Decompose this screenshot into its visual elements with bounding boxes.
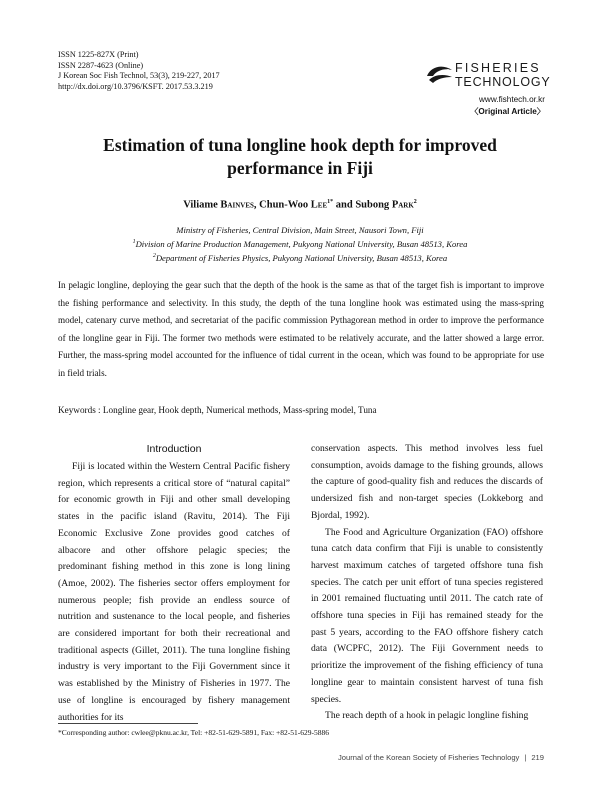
affiliation-2: [40, 253, 560, 263]
author-1-family: Bainves: [220, 199, 254, 211]
intro-left-column: [58, 441, 290, 726]
author-list: [60, 199, 540, 211]
affiliation-1: [40, 239, 560, 249]
affiliation-0-text: Ministry of Fisheries, Central Division, Main Street, Nausori Town, Fiji: [176, 225, 424, 235]
affiliation-2-text: Department of Fisheries Physics, Pukyong National University, Busan 48513, Korea: [155, 253, 448, 263]
journal-logo: [425, 58, 551, 116]
affiliation-2-sup: 2: [152, 253, 156, 260]
issn-online: ISSN 2287-4623 (Online): [58, 60, 144, 70]
footer-separator: |: [524, 753, 527, 762]
page-number: 219: [531, 753, 544, 762]
title-line2: performance in Fiji: [227, 158, 373, 178]
author-3-given: Subong: [355, 199, 392, 211]
corresponding-author-footnote: *Corresponding author: cwlee@pknu.ac.kr, Tel: +82-51-629-5891, Fax: +82-51-629-5886: [58, 728, 330, 737]
logo-line1: FISHERIES: [455, 61, 541, 75]
author-3-sup: 2: [413, 199, 417, 205]
affiliation-0: [40, 225, 560, 235]
title-line1: Estimation of tuna longline hook depth for improved: [103, 135, 497, 155]
author-1-given: Viliame: [183, 199, 221, 211]
intro-paragraph-1-continued: conservation aspects. This method involves less fuel consumption, avoids damage to the fishing grounds, allows the capture of good-quality fish and reduces the discards of undersized fish and non-target species (Lokkeborg and Bjordal, 1992).: [311, 443, 543, 521]
footnote-divider: [58, 723, 198, 724]
author-3-family: Park: [391, 199, 414, 211]
intro-paragraph-3: The reach depth of a hook in pelagic longline fishing: [325, 710, 529, 722]
abstract: In pelagic longline, deploying the gear such that the depth of the hook is the same as that of the target fish is important to improve the fishing performance and selectivity. In this study, the depth of the tuna longline hook was estimated using the mass-spring model, catenary curve method, and secretariat of the pacific commission Pythagorean method in order to improve the performance of the longline gear in Fiji. The former two methods were estimated to be relatively accurate, and the latter showed a large error. Further, the mass-spring model accounted for the influence of tidal current in the ocean, which was found to be appropriate for use in field trials.: [58, 280, 544, 378]
page-footer: [338, 753, 544, 762]
footer-journal-name: Journal of the Korean Society of Fisheries Technology: [337, 753, 520, 762]
fish-logo-icon: [425, 62, 455, 86]
author-2-sup: 1*: [327, 199, 334, 205]
author-2-given: Chun-Woo: [259, 199, 311, 211]
author-separator: and: [333, 199, 356, 211]
doi-link[interactable]: http://dx.doi.org/10.3796/KSFT. 2017.53.3.219: [58, 81, 213, 91]
logo-line2: TECHNOLOGY: [455, 75, 551, 89]
author-separator: ,: [253, 199, 260, 211]
keywords: Keywords : Longline gear, Hook depth, Numerical methods, Mass-spring model, Tuna: [58, 405, 377, 415]
affiliation-1-sup: 1: [132, 239, 136, 246]
affiliation-1-text: Division of Marine Production Management, Pukyong National University, Busan 48513, Korea: [135, 239, 468, 249]
journal-url[interactable]: www.fishtech.or.kr: [479, 95, 545, 104]
intro-right-column: [311, 441, 543, 725]
section-heading-introduction: Introduction: [146, 443, 202, 455]
intro-paragraph-2: The Food and Agriculture Organization (FAO) offshore tuna catch data confirm that Fiji is unable to consistently harvest maximum catches of targeted offshore tuna fish species. The catch per unit effort of tuna species registered in 2001 remained fluctuating until 2011. The catch rate of offshore tuna species in Fiji has remained steady for the past 5 years, according to the FAO offshore fishery catch data (WCPFC, 2012). The Fiji Government needs to prioritize the improvement of the fishing efficiency of tuna longline gear to maintain consistent harvest of tuna fish species.: [311, 526, 543, 705]
journal-header-info: [58, 50, 220, 92]
issn-print: ISSN 1225-827X (Print): [58, 50, 139, 59]
paper-title: [60, 134, 540, 180]
intro-paragraph-1: Fiji is located within the Western Central Pacific fishery region, which represents a critical store of “natural capital” for economic growth in Fiji and other small developing states in the pacific island (Ravitu, 2014). The Fiji Economic Exclusive Zone provides good catches of albacore and other offshore pelagic species; the predominant fishing method in this zone is long lining (Amoe, 2002). The fisheries sector offers employment for numerous people; fish provide an endless source of nutrition and sustenance to the local people, and fisheries are considered important for both their recreational and traditional aspects (Gillet, 2011). The tuna longline fishing industry is very important to the Fiji Government since it was established by the Ministry of Fisheries in 1977. The use of longline is encouraged by fishery management authorities for its: [58, 461, 290, 723]
journal-citation: J Korean Soc Fish Technol, 53(3), 219-227, 2017: [58, 71, 220, 80]
author-2-family: Lee: [310, 199, 328, 211]
article-type: 〈Original Article〉: [470, 107, 545, 116]
